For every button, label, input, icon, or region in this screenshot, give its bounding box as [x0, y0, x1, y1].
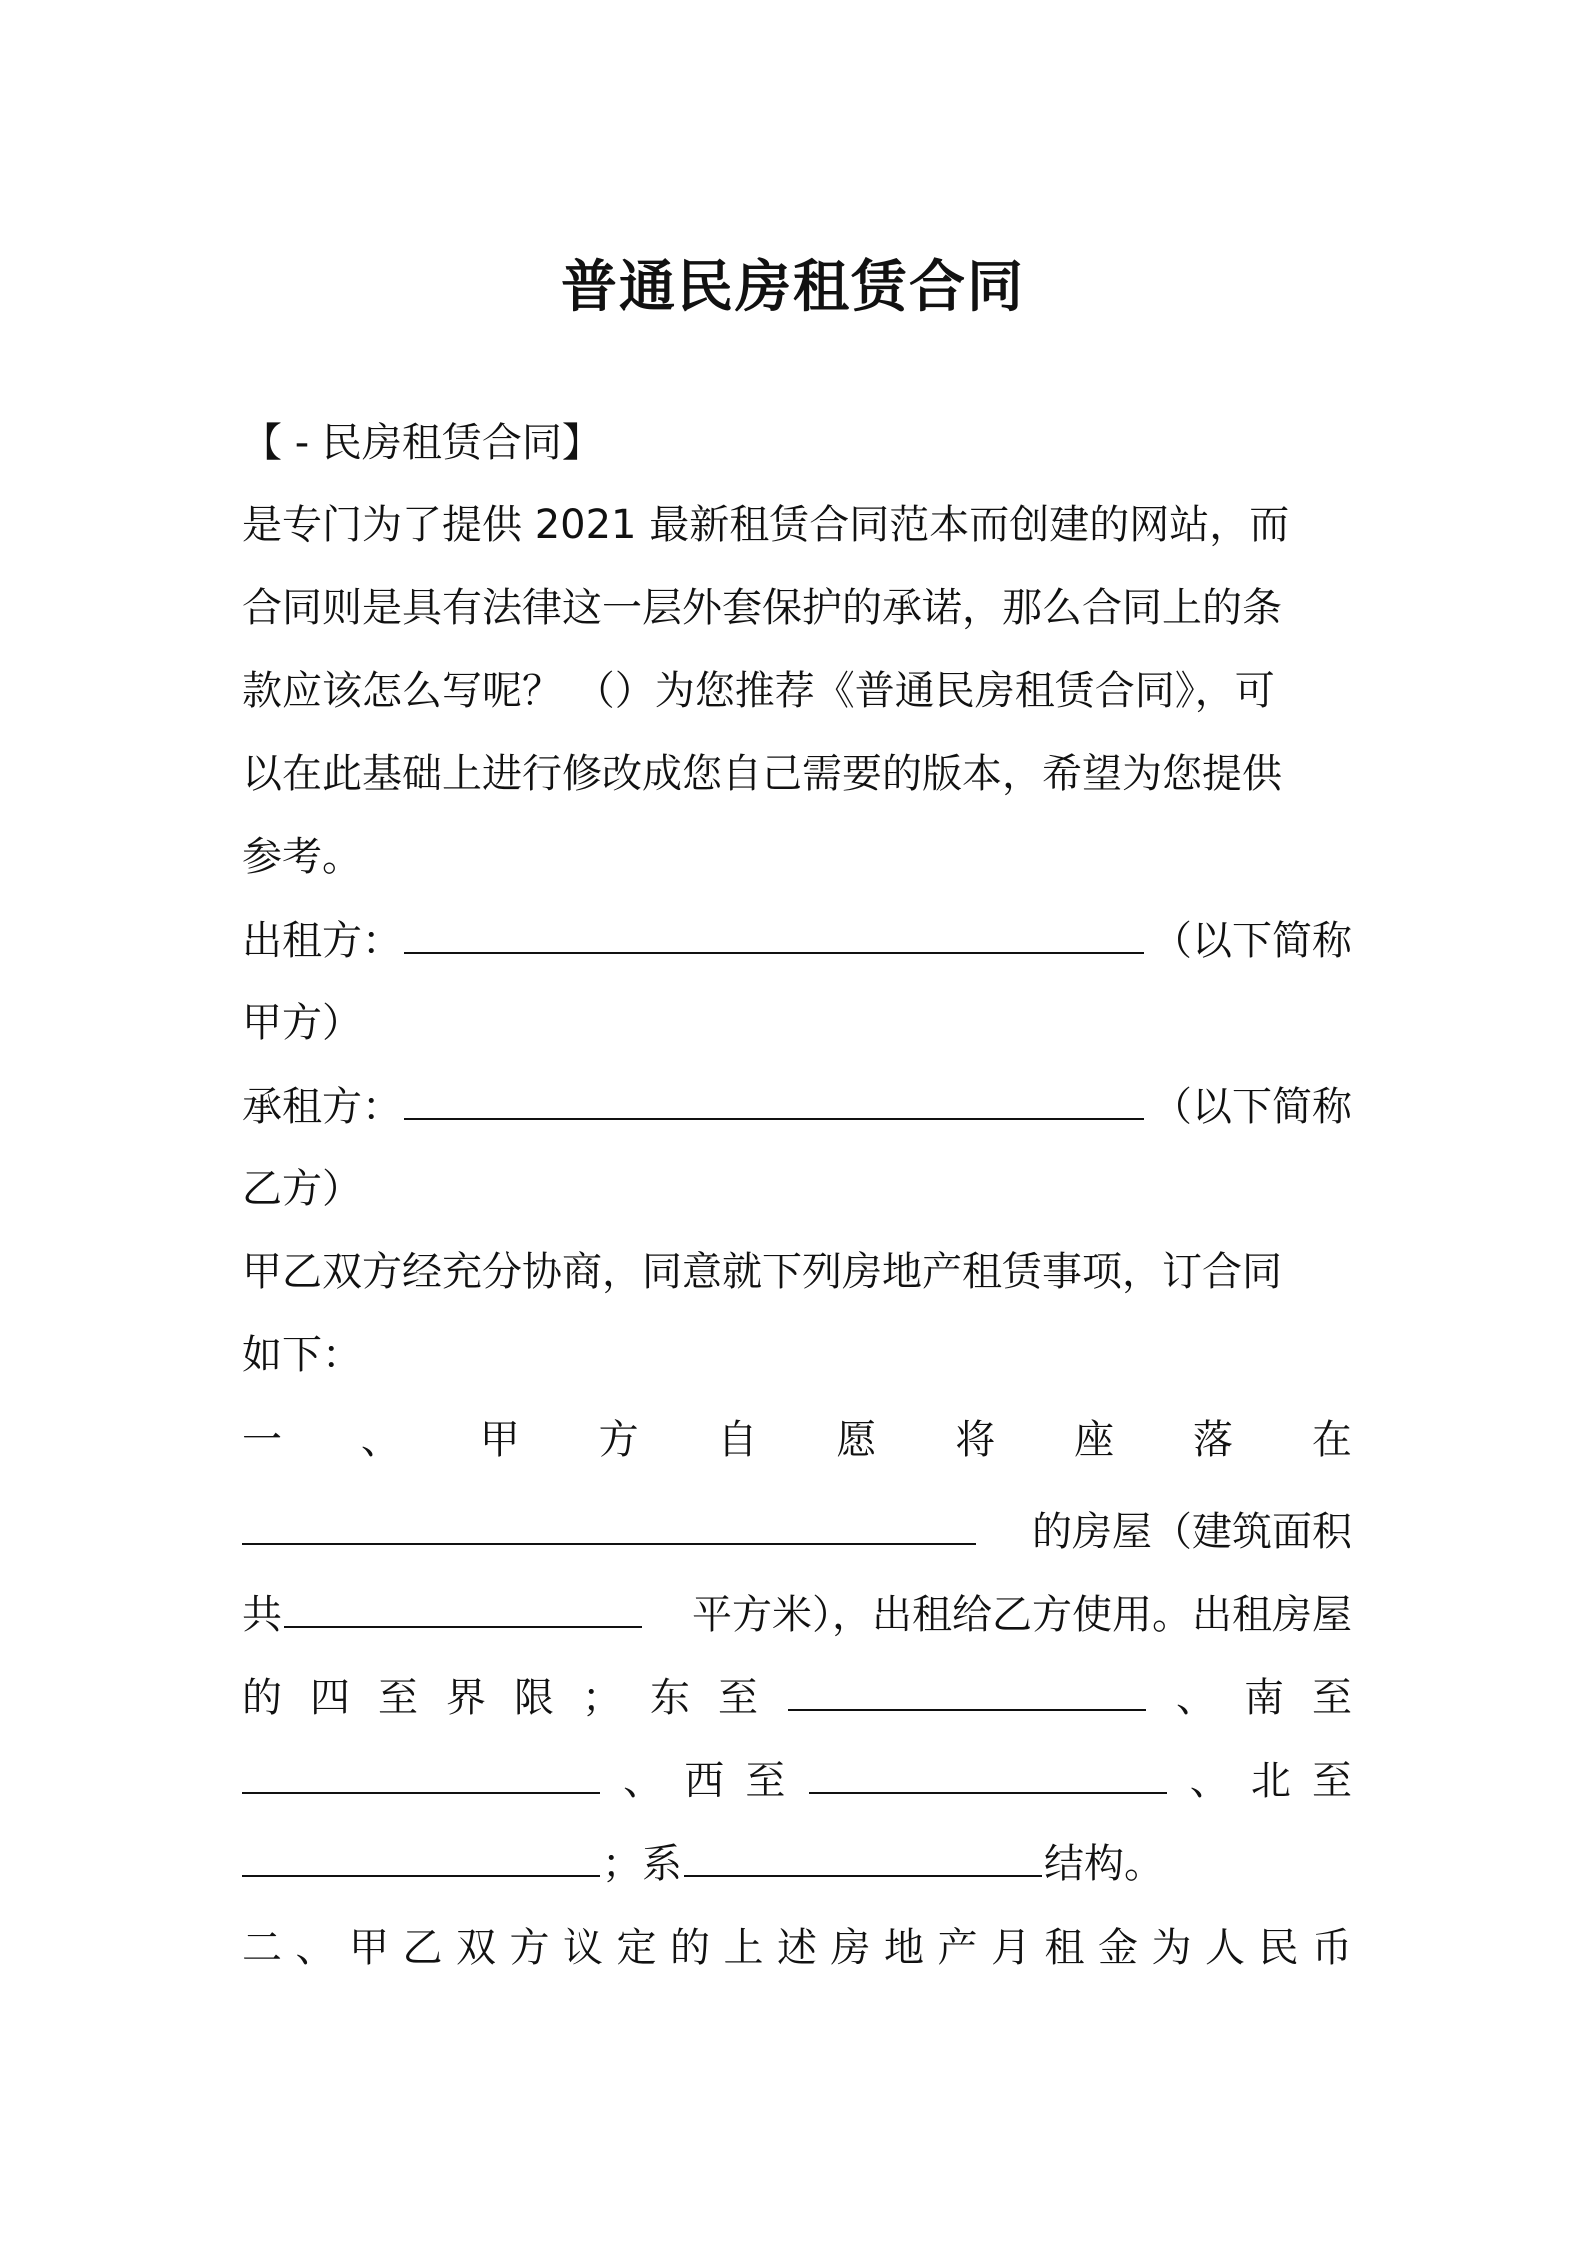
- clause-1-line-4: [242, 1669, 1352, 1726]
- char: 上: [723, 1925, 764, 1971]
- char: 议: [563, 1925, 603, 1971]
- char: 南: [1244, 1675, 1284, 1721]
- char: 租: [1044, 1925, 1085, 1971]
- lessor-blank[interactable]: [404, 912, 1144, 954]
- intro-line-5: 参考。: [242, 834, 362, 880]
- char: 落: [1193, 1417, 1233, 1463]
- char: 自: [717, 1417, 758, 1463]
- char: 月: [991, 1925, 1031, 1971]
- char: 产: [937, 1925, 978, 1971]
- text-line: 甲乙双方经充分协商，同意就下列房地产租赁事项，订合同: [242, 1249, 1282, 1295]
- clause-1-line-1: [242, 1412, 1352, 1468]
- lessee-line: [242, 1078, 1352, 1135]
- lessee-abbrev: 乙方）: [242, 1166, 362, 1212]
- char: 限: [514, 1675, 554, 1721]
- char: 房: [830, 1925, 871, 1971]
- char: 在: [1311, 1417, 1352, 1463]
- text-line: 共: [242, 1592, 282, 1638]
- agreement-line-2: 如下：: [242, 1332, 362, 1378]
- char: 、: [1189, 1758, 1230, 1804]
- text-line: 结构。: [1044, 1841, 1164, 1887]
- lessee-label: 承租方：: [242, 1084, 402, 1130]
- text-line: 的房屋（建筑面积: [1032, 1509, 1352, 1555]
- clause-1-line-3: [242, 1586, 1352, 1643]
- east-boundary-blank[interactable]: [788, 1669, 1146, 1711]
- char: 座: [1074, 1417, 1115, 1463]
- north-boundary-blank[interactable]: [242, 1835, 600, 1877]
- document-title: 普通民房租赁合同: [561, 255, 1025, 320]
- char: 一: [242, 1417, 282, 1463]
- char: 的: [670, 1925, 710, 1971]
- intro-line-3: [242, 663, 1352, 719]
- lessor-abbrev: 甲方）: [242, 1000, 362, 1046]
- char: 、: [1176, 1675, 1216, 1721]
- char: 、: [623, 1758, 664, 1804]
- text-line: 合同则是具有法律这一层外套保护的承诺，那么合同上的条: [242, 585, 1282, 631]
- text-line: 款应该怎么写呢？ （）为您推荐《普通民房租赁合同》，可: [242, 668, 1275, 714]
- char: 金: [1098, 1925, 1138, 1971]
- south-boundary-blank[interactable]: [242, 1752, 600, 1794]
- structure-blank[interactable]: [684, 1835, 1042, 1877]
- char: 东: [650, 1675, 690, 1721]
- clause-2-line-1: [242, 1920, 1352, 1976]
- char: 乙: [402, 1925, 443, 1971]
- char: ；: [582, 1675, 622, 1721]
- lessee-blank[interactable]: [404, 1078, 1144, 1120]
- char: 、: [360, 1417, 401, 1463]
- char: 愿: [836, 1417, 877, 1463]
- agreement-line-1: [242, 1244, 1352, 1300]
- intro-line-2: [242, 580, 1352, 636]
- clause-1-line-6: [242, 1835, 1352, 1892]
- char: 、: [295, 1925, 336, 1971]
- char: 民: [1258, 1925, 1299, 1971]
- char: 地: [884, 1925, 924, 1971]
- char: 北: [1250, 1758, 1291, 1804]
- clause-1-line-5: [242, 1752, 1352, 1809]
- char: 至: [745, 1758, 786, 1804]
- char: 四: [310, 1675, 350, 1721]
- char: 币: [1312, 1925, 1352, 1971]
- lessor-note: （以下简称: [1152, 918, 1352, 964]
- lessor-line: [242, 912, 1352, 969]
- intro-line-1: [242, 497, 1352, 553]
- char: 甲: [349, 1925, 389, 1971]
- char: 至: [1312, 1675, 1352, 1721]
- char: 的: [242, 1675, 282, 1721]
- char: 二: [242, 1925, 282, 1971]
- char: 界: [446, 1675, 486, 1721]
- char: 方: [598, 1417, 639, 1463]
- char: 人: [1205, 1925, 1245, 1971]
- char: 为: [1151, 1925, 1192, 1971]
- intro-heading: 【 - 民房租赁合同】: [242, 420, 602, 466]
- char: 方: [509, 1925, 550, 1971]
- char: 将: [955, 1417, 996, 1463]
- clause-1-line-2: [242, 1503, 1352, 1560]
- char: 西: [684, 1758, 725, 1804]
- char: 述: [777, 1925, 817, 1971]
- area-blank[interactable]: [284, 1586, 642, 1628]
- text-line: 是专门为了提供 2021 最新租赁合同范本而创建的网站，而: [242, 502, 1290, 548]
- lessee-note: （以下简称: [1152, 1084, 1352, 1130]
- intro-line-4: [242, 746, 1352, 802]
- text-line: ；系: [602, 1841, 682, 1887]
- text-line: 平方米），出租给乙方使用。出租房屋: [692, 1592, 1352, 1638]
- char: 至: [378, 1675, 418, 1721]
- char: 双: [456, 1925, 496, 1971]
- char: 至: [718, 1675, 758, 1721]
- text-line: 以在此基础上进行修改成您自己需要的版本，希望为您提供: [242, 751, 1282, 797]
- char: 甲: [479, 1417, 520, 1463]
- char: 至: [1311, 1758, 1352, 1804]
- lessor-label: 出租方：: [242, 918, 402, 964]
- west-boundary-blank[interactable]: [809, 1752, 1167, 1794]
- location-blank[interactable]: [242, 1503, 976, 1545]
- char: 定: [616, 1925, 657, 1971]
